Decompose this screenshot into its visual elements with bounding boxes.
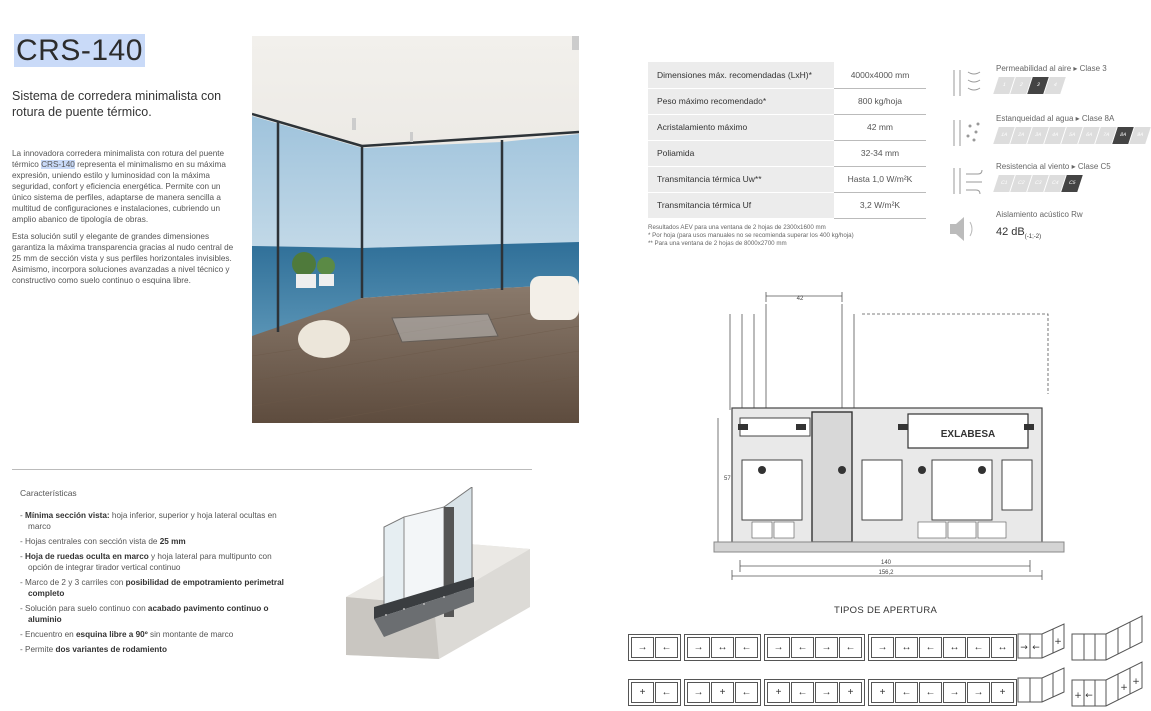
opening-type: → ↔ ← [684,634,761,661]
table-row: Peso máximo recomendado* 800 kg/hoja [648,88,926,114]
opening-type: + ← [628,679,681,706]
intro-paragraph-1: La innovadora corredera minimalista con rotura del puente térmico CRS-140 representa el minimalismo en su máxima expresión, uniendo estilo y luminosidad con la máxima seguridad, confort y eficiencia energética. Permite con un único sistema de perfiles, adaptarse de manera sencilla a multitud de configuraciones e instalaciones, cubriendo un amplio abanico de tipología de obras. [12,149,226,224]
list-item: - Hoja de ruedas oculta en marco y hoja lateral para multipunto con opción de integrar tirador vertical continuo [20,552,272,572]
spec-table [648,62,926,219]
wind-class-scale: C1 C2 C3 C4 C5 [996,175,1081,192]
profile-3d-render [344,487,532,662]
air-icon [946,66,988,100]
wind-resistance: Resistencia al viento ▸ Clase C5 C1 C2 C3 C4 C5 [946,162,1146,202]
features-list [20,510,288,659]
table-row: Acristalamiento máximo 42 mm [648,114,926,140]
opening-type: → ← [628,634,681,661]
table-row: Transmitancia térmica Uf 3,2 W/m²K [648,192,926,218]
wind-icon [946,164,988,198]
page-title: CRS-140 [16,34,143,67]
opening-type: + ← ← → → + [868,679,1017,706]
corner-opening-1 [1016,622,1066,662]
opening-type: → ← → ← [764,634,865,661]
list-item: - Solución para suelo continuo con acabado pavimento continuo o aluminio [20,604,269,624]
table-row: Poliamida 32-34 mm [648,140,926,166]
brand-label: EXLABESA [940,429,996,440]
section-drawing [712,290,1068,580]
dim-top: 42 [796,296,804,302]
svg-text:+: + [1132,677,1140,687]
svg-text:+: + [1120,683,1128,693]
list-item: - Encuentro en esquina libre a 90º sin montante de marco [20,630,234,639]
opening-type: → + ← [684,679,761,706]
dim-outer: 156,2 [878,570,894,576]
table-row: Transmitancia térmica Uw** Hasta 1,0 W/m²K [648,166,926,192]
corner-opening-2 [1070,614,1146,662]
opening-type: + ← → + [764,679,865,706]
dim-height: 57 [724,476,731,482]
list-item: - Mínima sección vista: hoja inferior, superior y hoja lateral ocultas en marco [20,511,277,531]
svg-text:←: ← [1032,643,1040,653]
speaker-icon [946,212,988,246]
list-item: - Permite dos variantes de rodamiento [20,645,167,654]
corner-opening-4 [1070,660,1146,708]
interior-photo [252,36,579,423]
corner-opening-3 [1016,666,1066,706]
spec-notes: Resultados AEV para una ventana de 2 hojas de 2300x1600 mm * Por hoja (para usos manuales no se recomienda superar los 400 kg/hoja) ** Para una ventana de 2 hojas de 8000x2700 mm [648,224,854,247]
svg-text:+: + [1054,637,1062,647]
list-item: - Hojas centrales con sección vista de 25 mm [20,537,186,546]
section-divider [12,469,532,470]
svg-text:→: → [1020,643,1028,653]
air-permeability: Permeabilidad al aire ▸ Clase 3 1 2 3 4 [946,64,1146,104]
water-icon [946,116,988,150]
table-row: Dimensiones máx. recomendadas (LxH)* 4000x4000 mm [648,62,926,88]
list-item: - Marco de 2 y 3 carriles con posibilidad de empotramiento perimetral completo [20,578,284,598]
opening-type: → ↔ ← ↔ ← ↔ [868,634,1017,661]
intro-text [12,148,240,292]
intro-paragraph-2: Esta solución sutil y elegante de grandes dimensiones garantiza la máxima transparencia gracias al nudo central de 25 mm de sección vista y sus perfiles horizontales invisibles. Asimismo, incorpora soluciones avanzadas a nivel técnico y constructivo como suelo continuo o esquina libre. [12,232,234,285]
water-class-scale: 1A 2A 3A 4A 5A 6A 7A 8A 9A [996,127,1149,144]
features-heading: Características [20,488,77,498]
water-tightness: Estanqueidad al agua ▸ Clase 8A 1A 2A 3A 4A 5A 6A 7A 8A 9A [946,114,1146,154]
opening-types-heading: TIPOS DE APERTURA [834,605,938,616]
dim-inner: 140 [880,560,892,566]
subtitle: Sistema de corredera minimalista con rotura de puente térmico. [12,89,222,119]
svg-text:←: ← [1085,691,1093,701]
acoustic-value: 42 $dB_{(-1;-2)}$ [996,226,1042,241]
svg-text:+: + [1074,691,1082,701]
air-class-scale: 1 2 3 4 [996,77,1064,94]
acoustic-insulation: Aislamiento acústico Rw [946,210,1146,250]
